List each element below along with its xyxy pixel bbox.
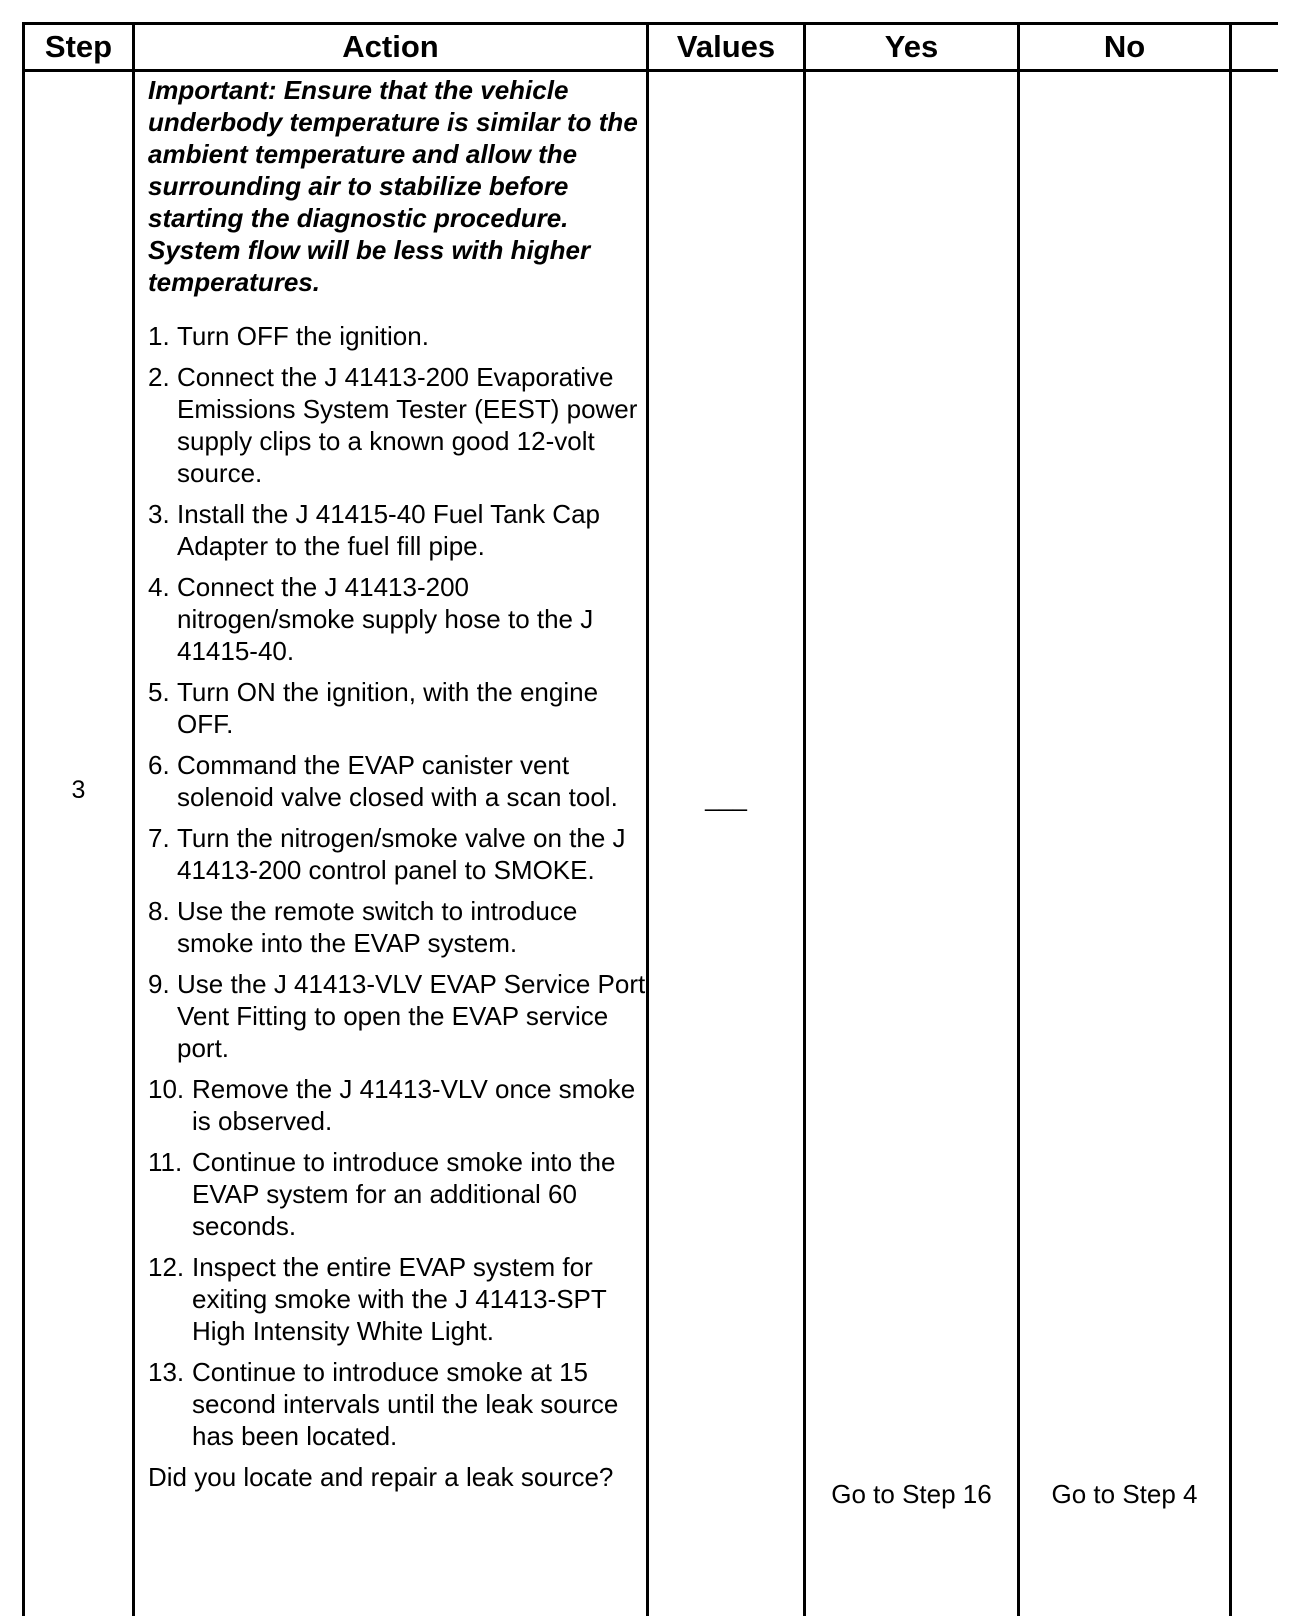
- header-values: Values: [676, 29, 776, 64]
- action-step-item: [148, 498, 648, 562]
- action-step-text: Install the J 41415-40 Fuel Tank Cap Adapter to the fuel fill pipe.: [177, 499, 601, 561]
- action-step-number: 11.: [148, 1147, 183, 1177]
- important-note: Important: Ensure that the vehicle underbody temperature is similar to the ambient temperature and allow the surrounding air to stabilize before starting the diagnostic procedure. System flow will be less with higher temperatures.: [148, 75, 638, 297]
- action-step-number: 10.: [148, 1074, 185, 1104]
- action-step-item: [148, 1073, 648, 1137]
- action-step-item: [148, 676, 648, 740]
- action-step-number: 8.: [148, 896, 170, 926]
- no-cell: Go to Step 4: [1051, 1479, 1198, 1509]
- action-step-item: [148, 749, 648, 813]
- action-step-number: 12.: [148, 1252, 185, 1282]
- action-step-text: Command the EVAP canister vent solenoid valve closed with a scan tool.: [177, 750, 618, 812]
- action-step-text: Connect the J 41413-200 Evaporative Emissions System Tester (EEST) power supply clips to a known good 12-volt source.: [177, 362, 638, 488]
- action-step-number: 3.: [148, 499, 170, 529]
- action-step-item: [148, 1356, 648, 1452]
- action-step-number: 7.: [148, 823, 170, 853]
- action-step-text: Continue to introduce smoke into the EVAP system for an additional 60 seconds.: [192, 1147, 616, 1241]
- header-step: Step: [44, 29, 113, 64]
- action-step-text: Use the J 41413-VLV EVAP Service Port Vent Fitting to open the EVAP service port.: [177, 969, 646, 1063]
- procedure-table: [22, 22, 1278, 1616]
- action-step-text: Continue to introduce smoke at 15 second intervals until the leak source has been located.: [192, 1357, 619, 1451]
- action-question: Did you locate and repair a leak source?: [148, 1462, 614, 1492]
- action-step-text: Turn ON the ignition, with the engine OFF.: [177, 677, 599, 739]
- header-no: No: [1103, 29, 1146, 64]
- action-step-number: 2.: [148, 362, 170, 392]
- action-step-item: [148, 895, 648, 959]
- column-divider-values-yes: [803, 22, 806, 1616]
- header-action: Action: [342, 29, 439, 64]
- step-number: 3: [71, 776, 86, 804]
- table-left-border: [22, 22, 25, 1616]
- action-step-text: Turn OFF the ignition.: [177, 321, 429, 351]
- column-divider-yes-no: [1017, 22, 1020, 1616]
- table-right-border: [1229, 22, 1232, 1616]
- action-step-number: 4.: [148, 572, 170, 602]
- action-steps-list: [148, 320, 648, 1452]
- action-step-item: [148, 571, 648, 667]
- action-step-item: [148, 361, 648, 489]
- action-cell: [148, 74, 648, 1493]
- action-step-number: 9.: [148, 969, 170, 999]
- column-divider-step-action: [132, 22, 135, 1616]
- values-cell: ___: [705, 784, 747, 812]
- action-step-item: [148, 822, 648, 886]
- action-step-item: [148, 968, 648, 1064]
- action-step-text: Inspect the entire EVAP system for exiting smoke with the J 41413-SPT High Intensity White Light.: [192, 1252, 607, 1346]
- action-step-text: Connect the J 41413-200 nitrogen/smoke supply hose to the J 41415-40.: [177, 572, 594, 666]
- yes-cell: Go to Step 16: [831, 1479, 992, 1509]
- action-step-text: Use the remote switch to introduce smoke into the EVAP system.: [177, 896, 578, 958]
- action-step-text: Turn the nitrogen/smoke valve on the J 41413-200 control panel to SMOKE.: [177, 823, 626, 885]
- action-step-number: 6.: [148, 750, 170, 780]
- action-step-item: [148, 320, 648, 352]
- action-step-number: 13.: [148, 1357, 185, 1387]
- action-step-item: [148, 1251, 648, 1347]
- action-step-number: 5.: [148, 677, 170, 707]
- action-step-item: [148, 1146, 648, 1242]
- action-step-number: 1.: [148, 321, 170, 351]
- header-yes: Yes: [884, 29, 939, 64]
- action-step-text: Remove the J 41413-VLV once smoke is observed.: [192, 1074, 636, 1136]
- table-header-row: [22, 22, 1278, 72]
